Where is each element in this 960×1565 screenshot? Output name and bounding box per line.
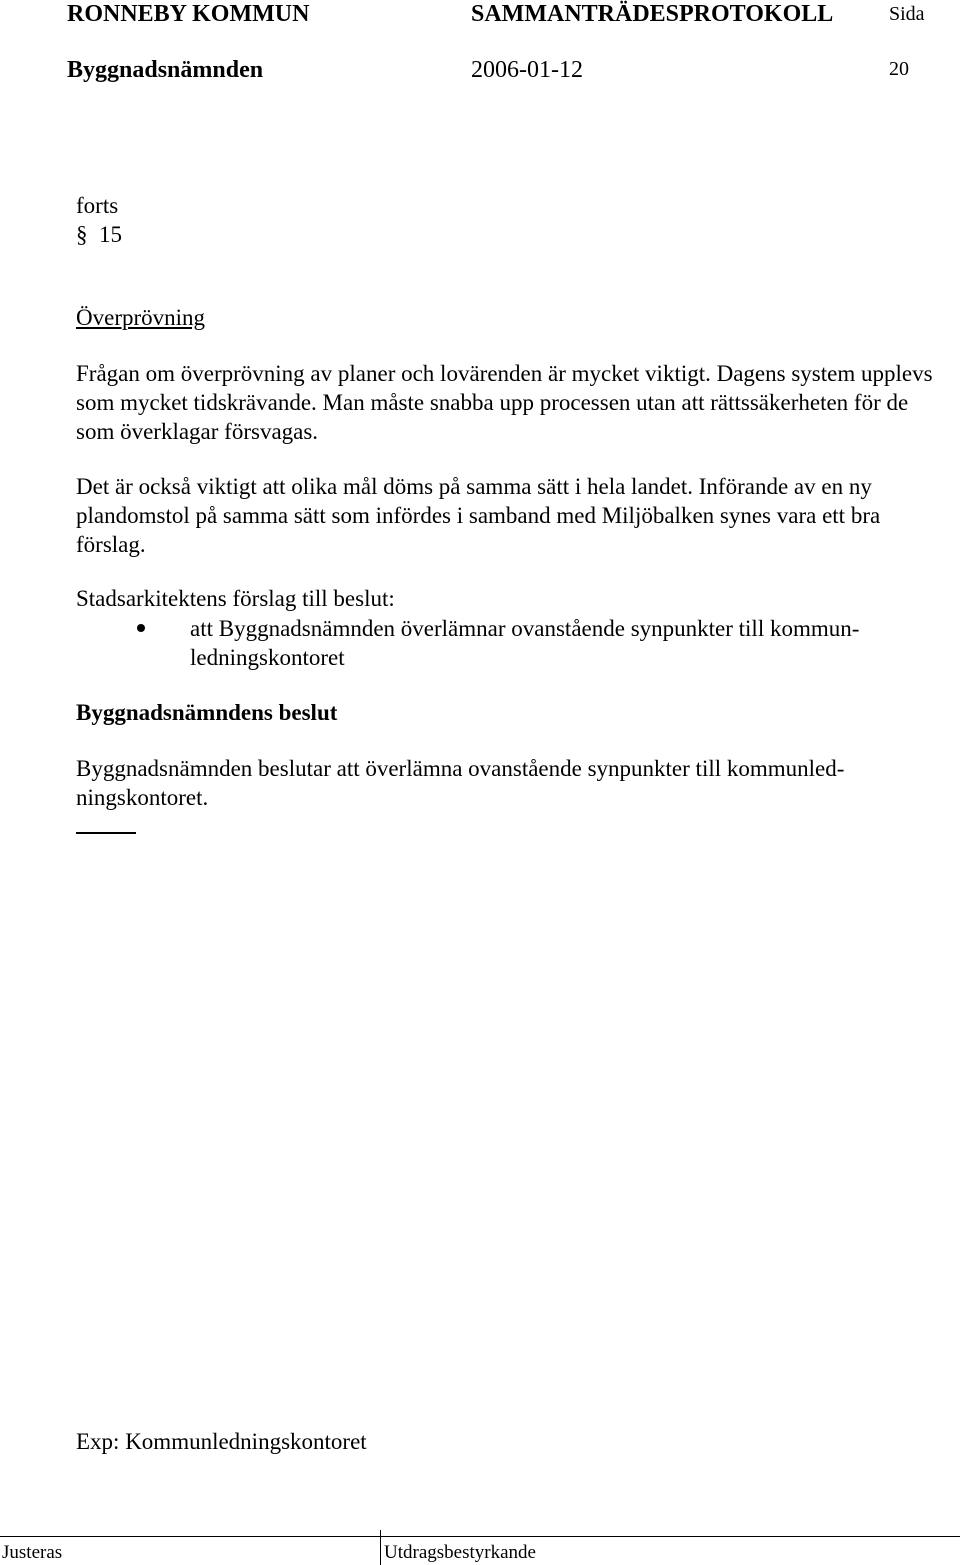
decision-heading: Byggnadsnämndens beslut bbox=[76, 700, 338, 725]
footer-rule bbox=[0, 1536, 960, 1537]
bullet-icon bbox=[137, 624, 145, 632]
paragraph-1: Frågan om överprövning av planer och lovärenden är mycket viktigt. Dagens system upplevs som mycket tidskrävande. Man måste snabba upp processen utan att rättssäkerheten för de som överklagar försvagas. bbox=[76, 361, 933, 444]
decision-text: Byggnadsnämnden beslutar att överlämna ovanstående synpunkter till kommunled-ningskontoret. bbox=[76, 756, 845, 810]
footer-utdragsbestyrkande: Utdragsbestyrkande bbox=[384, 1542, 536, 1563]
header-page-number: 20 bbox=[889, 58, 909, 80]
header-committee: Byggnadsnämnden bbox=[67, 57, 264, 83]
paragraph-sign: § bbox=[76, 222, 88, 247]
header-page-label: Sida bbox=[889, 3, 925, 25]
section-end-rule bbox=[76, 832, 136, 834]
paragraph-2: Det är också viktigt att olika mål döms på samma sätt i hela landet. Införande av en ny plandomstol på samma sätt som infördes i samband med Miljöbalken synes vara ett bra förslag. bbox=[76, 474, 881, 557]
distribution-note: Exp: Kommunledningskontoret bbox=[76, 1429, 367, 1454]
footer-divider bbox=[380, 1530, 381, 1565]
proposal-intro: Stadsarkitektens förslag till beslut: bbox=[76, 586, 395, 611]
section-paragraph bbox=[76, 220, 122, 249]
proposal-bullet-text: att Byggnadsnämnden överlämnar ovanstående synpunkter till kommun-ledningskontoret bbox=[190, 616, 860, 670]
header-municipality: RONNEBY KOMMUN bbox=[67, 1, 310, 27]
footer-justeras: Justeras bbox=[2, 1542, 63, 1563]
paragraph-number: 15 bbox=[99, 222, 122, 247]
header-date: 2006-01-12 bbox=[471, 57, 583, 83]
header-doc-type: SAMMANTRÄDESPROTOKOLL bbox=[471, 1, 834, 27]
section-heading: Överprövning bbox=[76, 305, 206, 330]
section-continued: forts bbox=[76, 193, 119, 218]
